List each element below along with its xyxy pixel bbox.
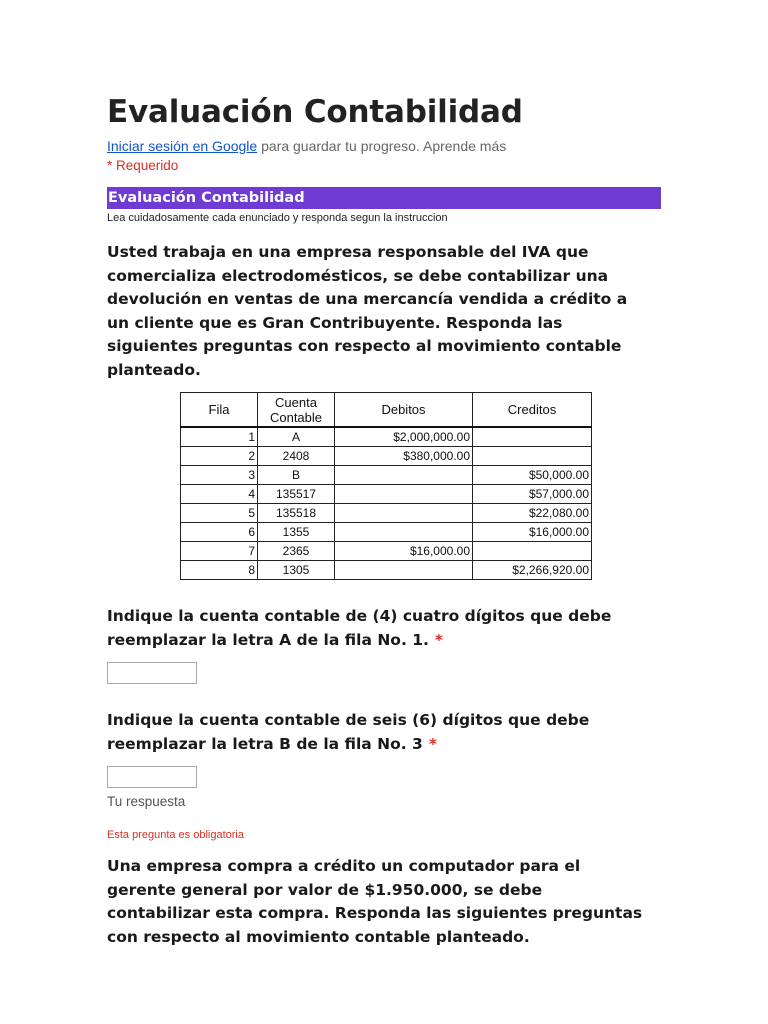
answer-input-question-2[interactable] — [107, 766, 197, 788]
cell-debitos — [335, 485, 473, 504]
cell-fila: 2 — [181, 447, 258, 466]
cell-creditos — [473, 542, 592, 561]
cell-fila: 1 — [181, 427, 258, 447]
question-2-label: Indique la cuenta contable de seis (6) dígitos que debe reemplazar la letra B de la fila No. 3 — [107, 711, 590, 753]
cell-fila: 6 — [181, 523, 258, 542]
question-1-text — [107, 605, 667, 652]
required-asterisk: * — [428, 734, 437, 753]
section-description: Lea cuidadosamente cada enunciado y responda segun la instruccion — [107, 212, 448, 224]
cell-creditos: $22,080.00 — [473, 504, 592, 523]
cell-debitos: $16,000.00 — [335, 542, 473, 561]
signin-rest-text: para guardar tu progreso. Aprende más — [257, 138, 507, 154]
signin-link[interactable]: Iniciar sesión en Google — [107, 138, 258, 154]
table-row — [181, 466, 592, 485]
answer-placeholder-text: Tu respuesta — [107, 794, 186, 809]
question-3-text: Una empresa compra a crédito un computador para el gerente general por valor de $1.950.000, se debe contabilizar esta compra. Responda las siguientes preguntas con respecto al movimiento contable planteado. — [107, 857, 643, 946]
table-row — [181, 427, 592, 447]
cell-fila: 7 — [181, 542, 258, 561]
answer-input-question-1[interactable] — [107, 662, 197, 684]
section-header-bar: Evaluación Contabilidad — [107, 187, 661, 209]
cell-debitos — [335, 561, 473, 580]
cell-cuenta: 2408 — [258, 447, 335, 466]
cell-creditos: $57,000.00 — [473, 485, 592, 504]
header-debitos: Debitos — [335, 393, 473, 428]
cell-debitos — [335, 504, 473, 523]
table-row — [181, 504, 592, 523]
cell-creditos: $50,000.00 — [473, 466, 592, 485]
ledger-table — [180, 392, 592, 580]
signin-line — [107, 138, 667, 155]
cell-fila: 5 — [181, 504, 258, 523]
cell-debitos — [335, 523, 473, 542]
cell-cuenta: 2365 — [258, 542, 335, 561]
cell-cuenta: 135517 — [258, 485, 335, 504]
cell-cuenta: B — [258, 466, 335, 485]
cell-creditos — [473, 447, 592, 466]
form-page — [107, 92, 667, 949]
question-1-label: Indique la cuenta contable de (4) cuatro dígitos que debe reemplazar la letra A de la fila No. 1. — [107, 607, 612, 649]
required-error-message: Esta pregunta es obligatoria — [107, 829, 244, 841]
header-cuenta-contable — [258, 393, 335, 428]
cell-debitos: $2,000,000.00 — [335, 427, 473, 447]
header-cuenta-line2: Contable — [269, 409, 323, 425]
cell-fila: 4 — [181, 485, 258, 504]
table-row — [181, 561, 592, 580]
cell-creditos — [473, 427, 592, 447]
cell-creditos: $16,000.00 — [473, 523, 592, 542]
cell-debitos — [335, 466, 473, 485]
table-row — [181, 523, 592, 542]
table-row — [181, 485, 592, 504]
cell-fila: 8 — [181, 561, 258, 580]
cell-fila: 3 — [181, 466, 258, 485]
question-2-text — [107, 709, 667, 756]
header-fila: Fila — [181, 393, 258, 428]
cell-creditos: $2,266,920.00 — [473, 561, 592, 580]
ledger-table-wrapper — [180, 392, 667, 580]
required-note: * Requerido — [107, 158, 179, 173]
intro-question-text: Usted trabaja en una empresa responsable del IVA que comercializa electrodomésticos, se debe contabilizar una devolución en ventas de una mercancía vendida a crédito a un cliente que es Gran Contribuyente. Responda las siguientes preguntas con respecto al movimiento contable planteado. — [107, 243, 628, 379]
cell-cuenta: 135518 — [258, 504, 335, 523]
header-cuenta-line1: Cuenta — [275, 394, 317, 410]
cell-cuenta: 1305 — [258, 561, 335, 580]
header-creditos: Creditos — [473, 393, 592, 428]
table-row — [181, 542, 592, 561]
table-row — [181, 447, 592, 466]
cell-cuenta: A — [258, 427, 335, 447]
cell-debitos: $380,000.00 — [335, 447, 473, 466]
ledger-header-row — [181, 393, 592, 428]
form-title: Evaluación Contabilidad — [107, 94, 523, 130]
cell-cuenta: 1355 — [258, 523, 335, 542]
required-asterisk: * — [434, 630, 444, 649]
